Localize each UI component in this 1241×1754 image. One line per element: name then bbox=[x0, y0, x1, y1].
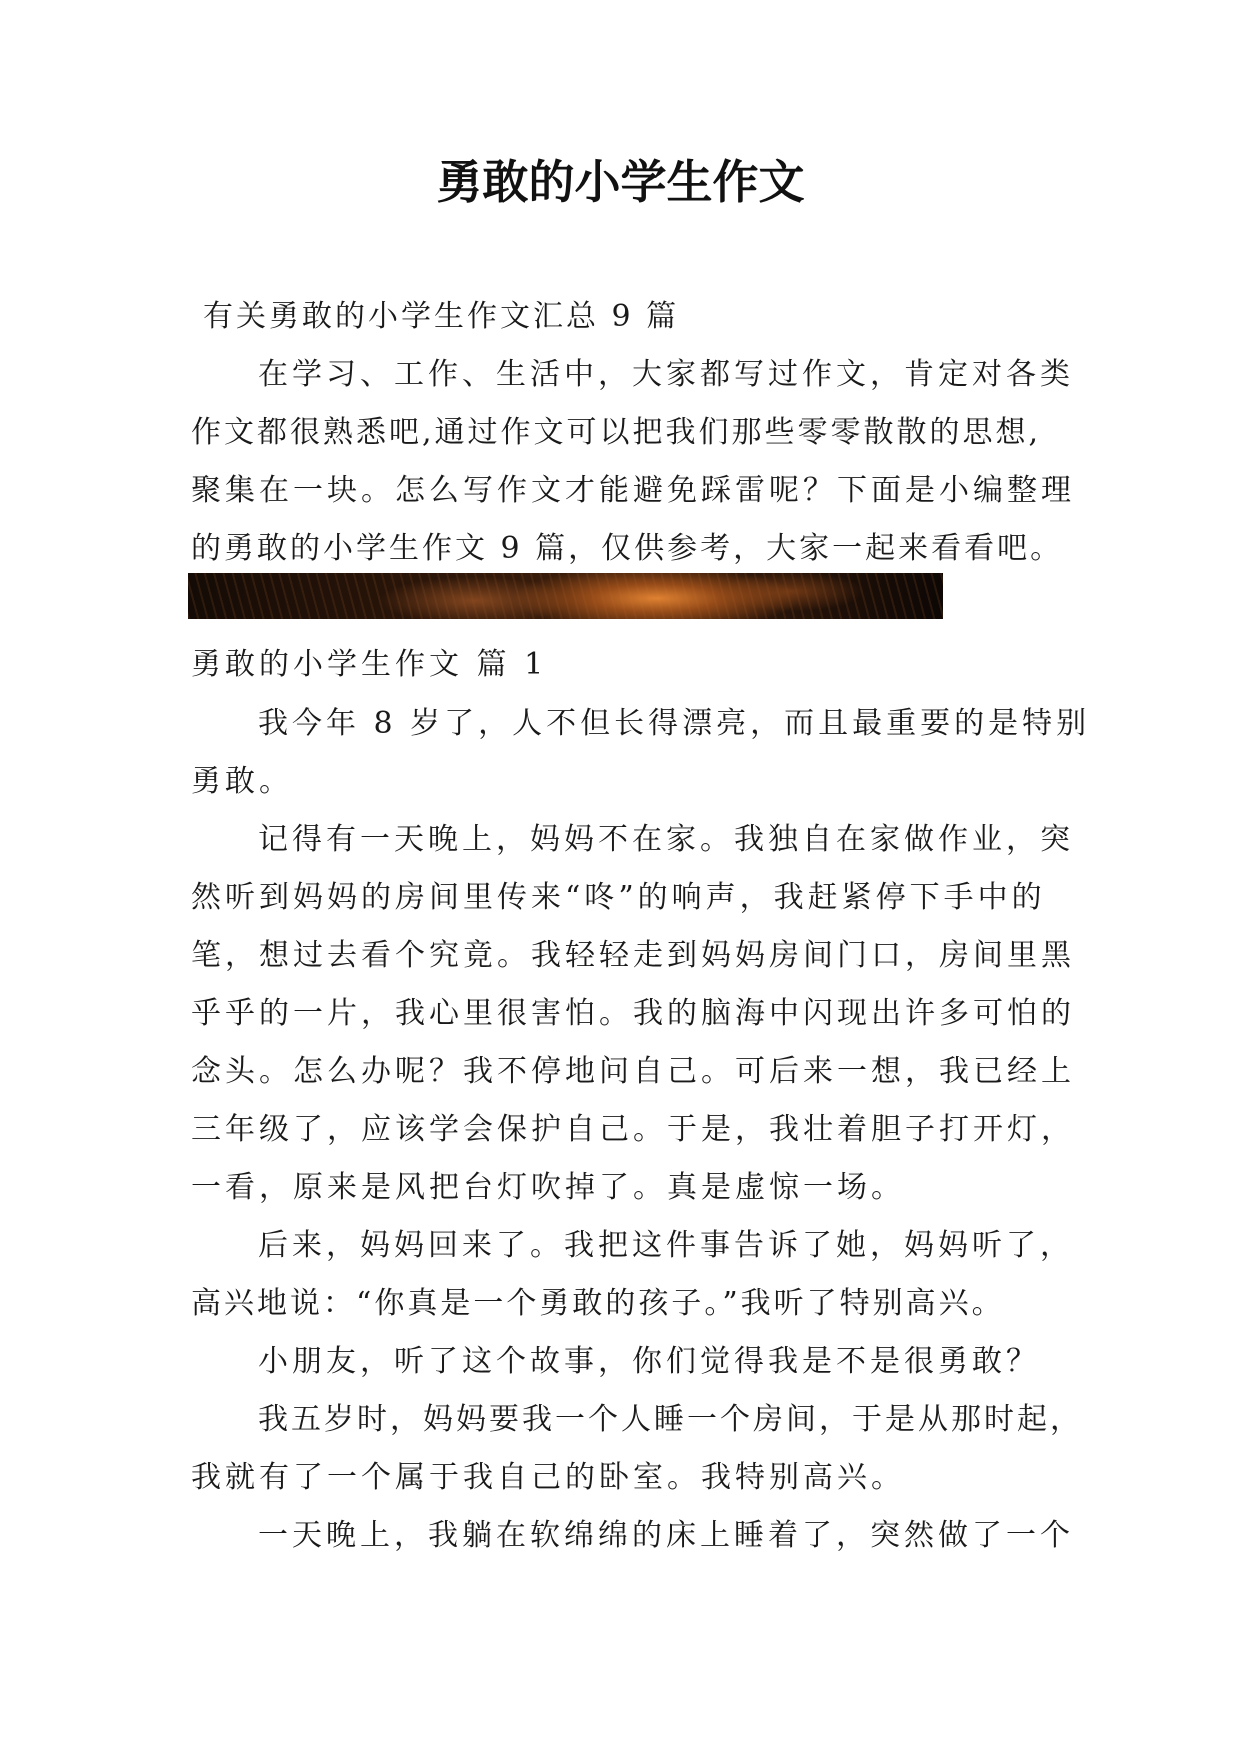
body-line: 勇敢。 bbox=[191, 764, 293, 799]
intro-line: 聚集在一块。怎么写作文才能避免踩雷呢？下面是小编整理 bbox=[191, 473, 1075, 508]
body-line: 我就有了一个属于我自己的卧室。我特别高兴。 bbox=[191, 1460, 905, 1495]
intro-line: 作文都很熟悉吧,通过作文可以把我们那些零零散散的思想, bbox=[191, 415, 1042, 450]
body-line: 笔，想过去看个究竟。我轻轻走到妈妈房间门口，房间里黑 bbox=[191, 938, 1075, 973]
section-heading: 勇敢的小学生作文 篇 1 bbox=[191, 647, 548, 682]
body-line: 一看，原来是风把台灯吹掉了。真是虚惊一场。 bbox=[191, 1170, 905, 1205]
body-line: 记得有一天晚上，妈妈不在家。我独自在家做作业，突 bbox=[258, 822, 1074, 857]
body-line: 乎乎的一片，我心里很害怕。我的脑海中闪现出许多可怕的 bbox=[191, 996, 1075, 1031]
body-line: 后来，妈妈回来了。我把这件事告诉了她，妈妈听了， bbox=[258, 1228, 1074, 1263]
body-line: 我五岁时，妈妈要我一个人睡一个房间，于是从那时起， bbox=[258, 1402, 1083, 1437]
body-line: 然听到妈妈的房间里传来“咚”的响声，我赶紧停下手中的 bbox=[191, 880, 1046, 915]
document-title: 勇敢的小学生作文 bbox=[436, 155, 805, 209]
body-line: 高兴地说：“你真是一个勇敢的孩子。”我听了特别高兴。 bbox=[191, 1286, 1005, 1321]
body-line: 我今年 8 岁了，人不但长得漂亮，而且最重要的是特别 bbox=[258, 706, 1091, 741]
intro-line: 在学习、工作、生活中，大家都写过作文，肯定对各类 bbox=[258, 357, 1074, 392]
body-line: 三年级了，应该学会保护自己。于是，我壮着胆子打开灯， bbox=[191, 1112, 1075, 1147]
body-line: 念头。怎么办呢？我不停地问自己。可后来一想，我已经上 bbox=[191, 1054, 1075, 1089]
intro-line: 有关勇敢的小学生作文汇总 9 篇 bbox=[203, 299, 680, 334]
intro-line: 的勇敢的小学生作文 9 篇，仅供参考，大家一起来看看吧。 bbox=[191, 531, 1064, 566]
body-line: 一天晚上，我躺在软绵绵的床上睡着了，突然做了一个 bbox=[258, 1518, 1074, 1553]
body-line: 小朋友，听了这个故事，你们觉得我是不是很勇敢？ bbox=[258, 1344, 1040, 1379]
decorative-banner-image bbox=[188, 573, 943, 619]
